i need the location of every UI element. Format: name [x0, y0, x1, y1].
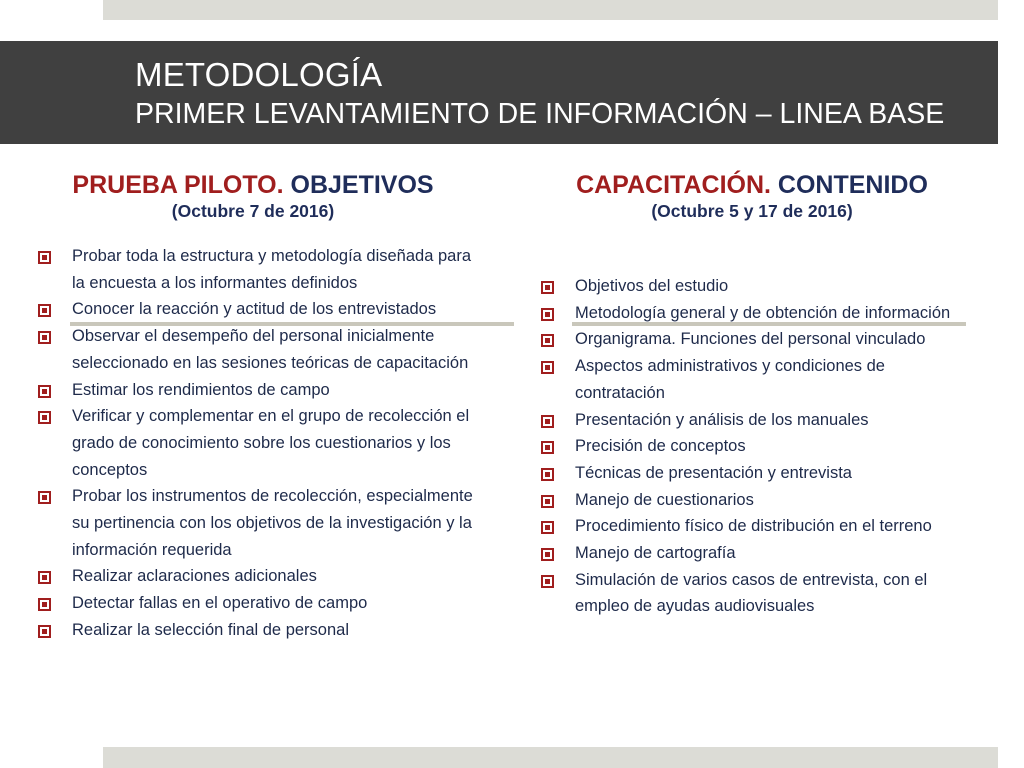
square-bullet-icon — [38, 385, 51, 398]
list-item — [539, 326, 969, 353]
list-item-text: Metodología general y de obtención de información — [575, 303, 951, 322]
list-item-text: Técnicas de presentación y entrevista — [575, 463, 852, 482]
list-item — [539, 273, 969, 300]
list-item-text: Conocer la reacción y actitud de los entrevistados — [72, 300, 437, 319]
square-bullet-icon — [38, 411, 51, 424]
list-item-text: Observar el desempeño del personal inicialmente seleccionado en las sesiones teóricas de capacitación — [72, 327, 469, 372]
list-item-text: Verificar y complementar en el grupo de recolección el grado de conocimiento sobre los cuestionarios y los conceptos — [72, 407, 470, 479]
square-bullet-icon — [541, 521, 554, 534]
slide-title: METODOLOGÍA — [135, 56, 383, 93]
list-item — [539, 353, 969, 406]
square-bullet-icon — [541, 281, 554, 294]
list-item-text: Realizar aclaraciones adicionales — [72, 567, 317, 586]
list-item — [36, 243, 481, 296]
bottom-decor-strip — [103, 747, 998, 768]
list-item — [36, 323, 481, 376]
square-bullet-icon — [541, 441, 554, 454]
list-item — [539, 513, 969, 540]
list-item — [36, 483, 481, 563]
square-bullet-icon — [38, 251, 51, 264]
right-heading-navy: CONTENIDO — [777, 171, 928, 199]
right-heading-date: (Octubre 5 y 17 de 2016) — [651, 201, 853, 221]
square-bullet-icon — [38, 625, 51, 638]
square-bullet-icon — [38, 331, 51, 344]
square-bullet-icon — [541, 334, 554, 347]
list-item — [36, 563, 481, 590]
square-bullet-icon — [38, 598, 51, 611]
list-item-text: Probar toda la estructura y metodología diseñada para la encuesta a los informantes definidos — [72, 247, 471, 292]
list-item-text: Procedimiento físico de distribución en el terreno — [575, 517, 932, 536]
objectives-list — [36, 243, 481, 644]
list-item-text: Objetivos del estudio — [575, 277, 729, 295]
list-item — [539, 487, 969, 514]
square-bullet-icon — [541, 468, 554, 481]
top-decor-strip — [103, 0, 998, 20]
list-item-text: Manejo de cartografía — [575, 544, 736, 563]
square-bullet-icon — [541, 548, 554, 561]
square-bullet-icon — [38, 491, 51, 504]
left-heading-red: PRUEBA PILOTO. — [72, 171, 284, 199]
list-item-text: Realizar la selección final de personal — [72, 620, 349, 639]
slide-subtitle: PRIMER LEVANTAMIENTO DE INFORMACIÓN – LINEA BASE — [135, 98, 945, 130]
right-heading-red: CAPACITACIÓN. — [576, 171, 771, 199]
square-bullet-icon — [541, 575, 554, 588]
list-item-text: Detectar fallas en el operativo de campo — [72, 594, 368, 613]
list-item-text: Precisión de conceptos — [575, 437, 746, 456]
square-bullet-icon — [38, 304, 51, 317]
left-column-heading — [28, 170, 478, 222]
list-item-text: Presentación y análisis de los manuales — [575, 410, 869, 429]
list-item — [539, 407, 969, 434]
list-item — [36, 617, 481, 644]
square-bullet-icon — [38, 571, 51, 584]
square-bullet-icon — [541, 495, 554, 508]
list-item — [36, 296, 481, 323]
list-item — [36, 403, 481, 483]
square-bullet-icon — [541, 361, 554, 374]
list-item-text: Manejo de cuestionarios — [575, 490, 754, 509]
right-column-heading — [527, 170, 977, 222]
square-bullet-icon — [541, 415, 554, 428]
list-item — [539, 460, 969, 487]
list-item — [36, 377, 481, 404]
list-item — [539, 540, 969, 567]
list-item-text: Organigrama. Funciones del personal vinculado — [575, 330, 926, 349]
list-item-text: Probar los instrumentos de recolección, especialmente su pertinencia con los objetivos de la investigación y la información requerida — [72, 487, 473, 559]
left-divider — [70, 322, 514, 326]
list-item-text: Estimar los rendimientos de campo — [72, 380, 330, 399]
list-item-text: Simulación de varios casos de entrevista, con el empleo de ayudas audiovisuales — [575, 570, 928, 616]
left-heading-date: (Octubre 7 de 2016) — [171, 201, 335, 221]
square-bullet-icon — [541, 308, 554, 321]
list-item-text: Aspectos administrativos y condiciones de contratación — [575, 357, 885, 402]
left-heading-navy: OBJETIVOS — [290, 171, 434, 199]
list-item — [539, 433, 969, 460]
right-divider — [572, 322, 966, 326]
list-item — [539, 567, 969, 620]
list-item — [36, 590, 481, 617]
